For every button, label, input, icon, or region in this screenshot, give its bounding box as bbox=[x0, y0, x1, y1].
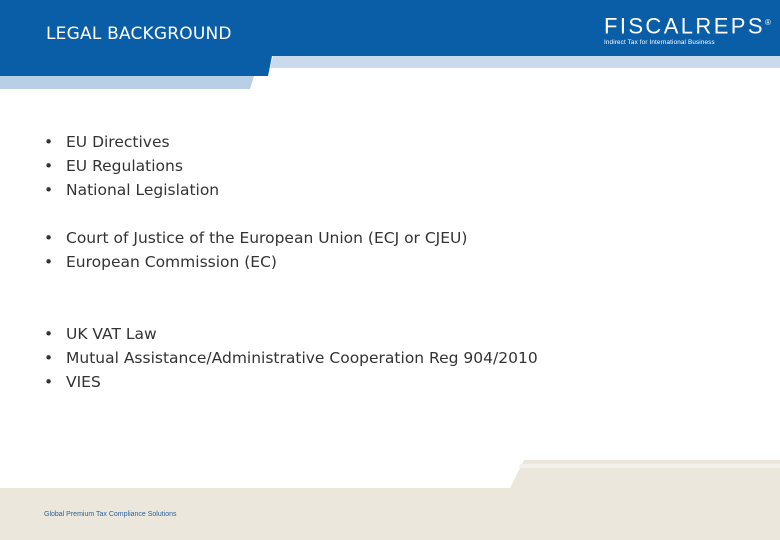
bullet-item: • Mutual Assistance/Administrative Cooperation Reg 904/2010 bbox=[44, 346, 538, 370]
slide-footer bbox=[0, 460, 780, 540]
bullet-group-institutions bbox=[44, 226, 467, 274]
bullet-item: • European Commission (EC) bbox=[44, 250, 467, 274]
logo-wordmark: FISCALREPS® bbox=[604, 13, 771, 39]
logo-tagline: Indirect Tax for International Business bbox=[604, 39, 715, 47]
slide-title: LEGAL BACKGROUND bbox=[46, 24, 232, 44]
bullet-item: • Court of Justice of the European Union (ECJ or CJEU) bbox=[44, 226, 467, 250]
bullet-item: • EU Regulations bbox=[44, 154, 219, 178]
footer-tagline: Global Premium Tax Compliance Solutions bbox=[44, 511, 177, 518]
bullet-item: • National Legislation bbox=[44, 178, 219, 202]
bullet-group-uk bbox=[44, 322, 538, 394]
bullet-item: • VIES bbox=[44, 370, 538, 394]
fiscalreps-logo bbox=[604, 10, 771, 47]
bullet-item: • EU Directives bbox=[44, 130, 219, 154]
bullet-group-eu-law bbox=[44, 130, 219, 202]
registered-mark: ® bbox=[764, 18, 771, 27]
bullet-item: • UK VAT Law bbox=[44, 322, 538, 346]
footer-band-graphic bbox=[0, 460, 780, 540]
slide-header bbox=[0, 0, 780, 90]
